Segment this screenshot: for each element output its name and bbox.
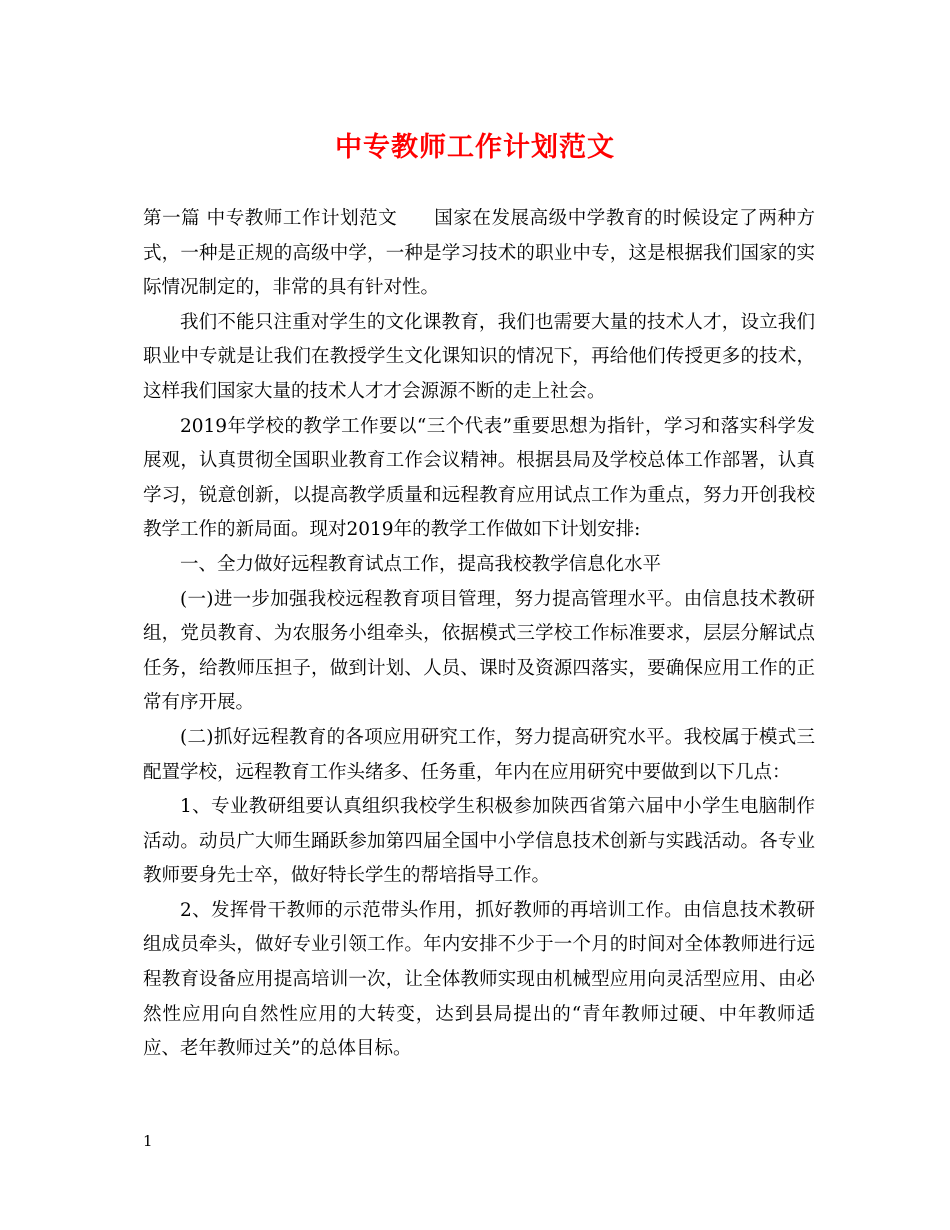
- section-heading: 第一篇 中专教师工作计划范文: [143, 208, 398, 229]
- paragraph: (一)进一步加强我校远程教育项目管理，努力提高管理水平。由信息技术教研组，党员教育、为农服务小组牵头，依据模式三学校工作标准要求，层层分解试点任务，给教师压担子，做到计划、人员、课时及资源四落实，要确保应用工作的正常有序开展。: [143, 588, 815, 714]
- document-title: 中专教师工作计划范文: [335, 132, 615, 163]
- document-body: [143, 202, 815, 1067]
- paragraph: (二)抓好远程教育的各项应用研究工作，努力提高研究水平。我校属于模式三配置学校，远程教育工作头绪多、任务重，年内在应用研究中要做到以下几点：: [143, 726, 815, 783]
- paragraph: 我们不能只注重对学生的文化课教育，我们也需要大量的技术人才，设立我们职业中专就是让我们在教授学生文化课知识的情况下，再给他们传授更多的技术，这样我们国家大量的技术人才才会源源不断的走上社会。: [143, 311, 815, 402]
- paragraph: 2、发挥骨干教师的示范带头作用，抓好教师的再培训工作。由信息技术教研组成员牵头，做好专业引领工作。年内安排不少于一个月的时间对全体教师进行远程教育设备应用提高培训一次，让全体教师实现由机械型应用向灵活型应用、由必然性应用向自然性应用的大转变，达到县局提出的“青年教师过硬、中年教师适应、老年教师过关”的总体目标。: [143, 899, 815, 1060]
- paragraph: 2019年学校的教学工作要以“三个代表”重要思想为指针，学习和落实科学发展观，认真贯彻全国职业教育工作会议精神。根据县局及学校总体工作部署，认真学习，锐意创新，以提高教学质量和远程教育应用试点工作为重点，努力开创我校教学工作的新局面。现对2019年的教学工作做如下计划安排:: [143, 415, 815, 541]
- paragraph-text: 国家在发展高级中学教育的时候设定了两种方式，一种是正规的高级中学，一种是学习技术的职业中专，这是根据我们国家的实际情况制定的，非常的具有针对性。: [143, 208, 815, 299]
- paragraph: 1、专业教研组要认真组织我校学生积极参加陕西省第六届中小学生电脑制作活动。动员广大师生踊跃参加第四届全国中小学信息技术创新与实践活动。各专业教师要身先士卒，做好特长学生的帮培指导工作。: [143, 796, 815, 887]
- intro-paragraph: [143, 202, 815, 306]
- page-number: 1: [143, 1132, 153, 1150]
- paragraph-heading: 一、全力做好远程教育试点工作，提高我校教学信息化水平: [180, 553, 662, 575]
